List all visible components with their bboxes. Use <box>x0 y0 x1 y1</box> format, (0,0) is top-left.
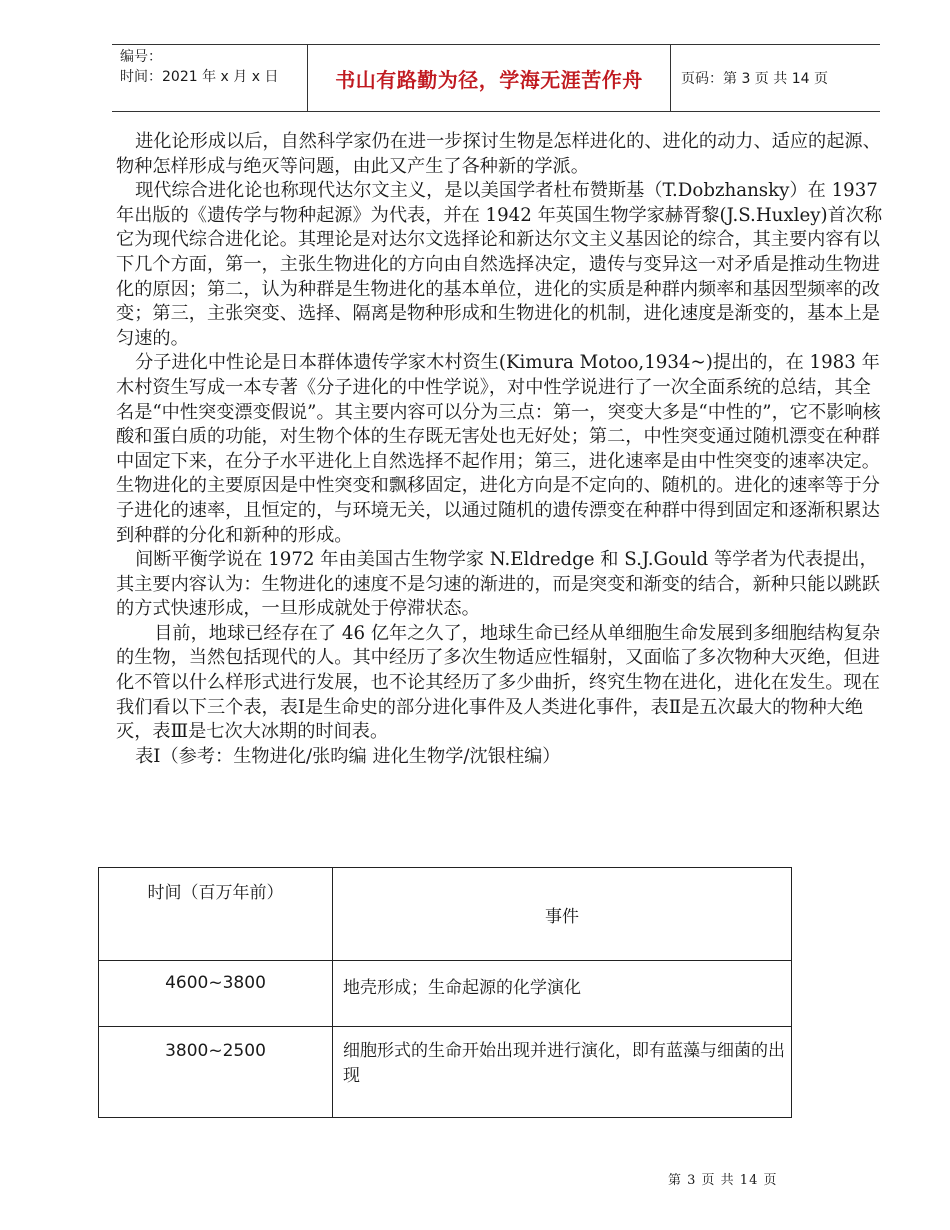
table-cell-event: 细胞形式的生命开始出现并进行演化，即有蓝藻与细菌的出现 <box>333 1027 792 1118</box>
table-cell-time: 3800~2500 <box>99 1027 333 1118</box>
document-body <box>116 130 884 769</box>
header-page-number: 页码：第 3 页 共 14 页 <box>681 71 828 87</box>
page-header <box>112 44 880 112</box>
table-header-cell <box>99 868 333 961</box>
paragraph: 现代综合进化论也称现代达尔文主义，是以美国学者杜布赞斯基（T.Dobzhansky）在 1937 年出版的《遗传学与物种起源》为代表，并在 1942 年英国生物学家赫胥黎(J.S.Huxley)首次称它为现代综合进化论。其理论是对达尔文选择论和新达尔文主义基因论的综合，其主要内容有以下几个方面，第一，主张生物进化的方向由自然选择决定，遗传与变异这一对矛盾是推动生物进化的原因；第二，认为种群是生物进化的基本单位，进化的实质是种群内频率和基因型频率的改变；第三，主张突变、选择、隔离是物种形成和生物进化的机制，进化速度是渐变的，基本上是匀速的。 <box>116 180 883 349</box>
table-header-cell <box>333 868 792 961</box>
document-date: 时间：2021 年 x 月 x 日 <box>120 69 279 85</box>
paragraph: 分子进化中性论是日本群体遗传学家木村资生(Kimura Motoo,1934~)提出的，在 1983 年木村资生写成一本专著《分子进化的中性学说》，对中性学说进行了一次全面系统的总结，其全名是“中性突变漂变假说”。其主要内容可以分为三点：第一，突变大多是“中性的”，它不影响核酸和蛋白质的功能，对生物个体的生存既无害处也无好处；第二，中性突变通过随机漂变在种群中固定下来，在分子水平进化上自然选择不起作用；第三，进化速率是由中性突变的速率决定。生物进化的主要原因是中性突变和飘移固定，进化方向是不定向的、随机的。进化的速率等于分子进化的速率，且恒定的，与环境无关，以通过随机的遗传漂变在种群中得到固定和逐渐积累达到种群的分化和新种的形成。 <box>116 352 881 546</box>
page-footer: 第 3 页 共 14 页 <box>668 1173 778 1188</box>
table-row <box>99 961 792 1027</box>
header-motto: 书山有路勤为径，学海无涯苦作舟 <box>308 45 671 111</box>
table-row <box>99 1027 792 1118</box>
paragraph: 进化论形成以后，自然科学家仍在进一步探讨生物是怎样进化的、进化的动力、适应的起源、物种怎样形成与绝灭等问题，由此又产生了各种新的学派。 <box>116 131 881 177</box>
table-cell-event: 地壳形成；生命起源的化学演化 <box>333 961 792 1027</box>
evolution-events-table <box>98 867 792 1118</box>
table-caption: 表Ⅰ（参考：生物进化/张昀编 进化生物学/沈银柱编） <box>135 745 561 767</box>
table-cell-time: 4600~3800 <box>99 961 333 1027</box>
header-meta <box>112 45 308 111</box>
header-time-label: 时间（百万年前） <box>147 883 284 903</box>
paragraph: 间断平衡学说在 1972 年由美国古生物学家 N.Eldredge 和 S.J.Gould 等学者为代表提出，其主要内容认为：生物进化的速度不是匀速的渐进的，而是突变和渐变的结合，新种只能以跳跃的方式快速形成，一旦形成就处于停滞状态。 <box>116 549 880 620</box>
table-header-row <box>99 868 792 961</box>
paragraph: 目前，地球已经存在了 46 亿年之久了，地球生命已经从单细胞生命发展到多细胞结构复杂的生物，当然包括现代的人。其中经历了多次生物适应性辐射，又面临了多次物种大灭绝，但进化不管以什么样形式进行发展，也不论其经历了多少曲折，终究生物在进化，进化在发生。现在我们看以下三个表，表Ⅰ是生命史的部分进化事件及人类进化事件，表Ⅱ是五次最大的物种大绝灭，表Ⅲ是七次大冰期的时间表。 <box>116 622 881 743</box>
document-number-label: 编号： <box>120 49 162 65</box>
header-event-label: 事件 <box>545 906 579 927</box>
